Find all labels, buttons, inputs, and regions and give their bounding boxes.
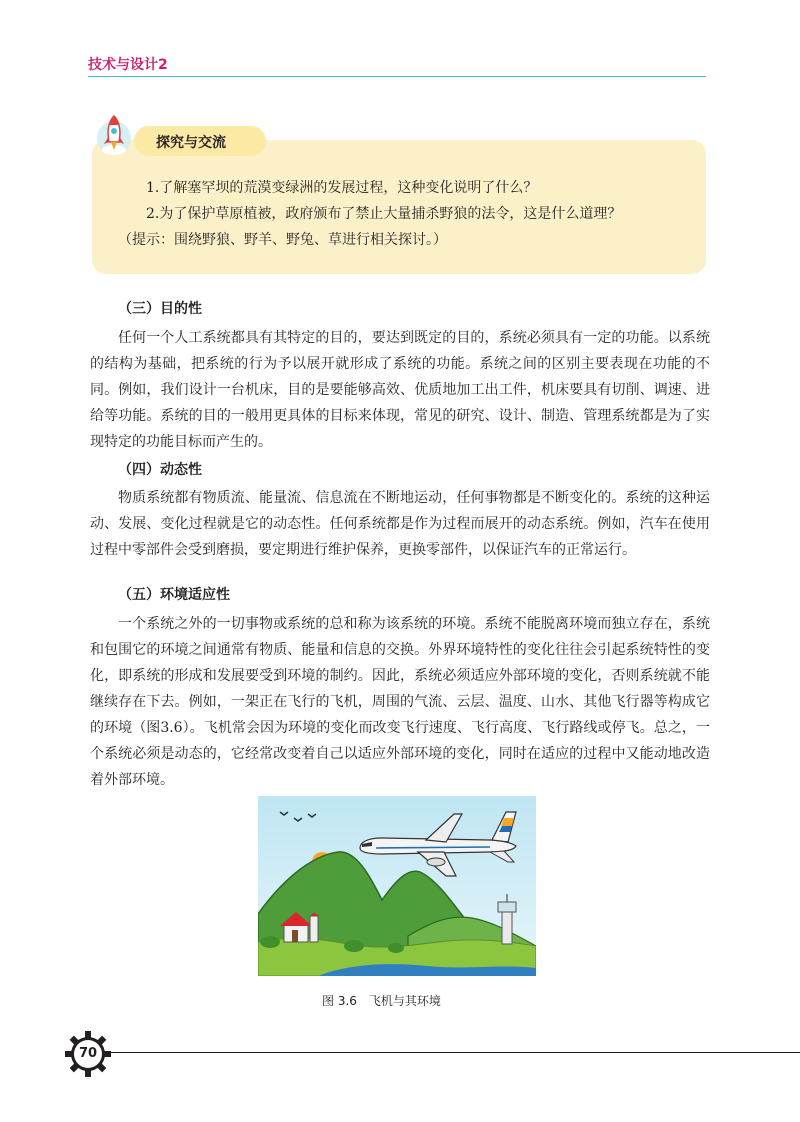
explore-hint: （提示：围绕野狼、野羊、野兔、草进行相关探讨。） xyxy=(118,232,447,248)
silo xyxy=(310,916,318,942)
section-heading-purpose: （三）目的性 xyxy=(118,301,202,317)
section-paragraph-purpose: 任何一个人工系统都具有其特定的目的，要达到既定的目的，系统必须具有一定的功能。以系统的结构为基础，把系统的行为予以展开就形成了系统的功能。系统之间的区别主要表现在功能的不同。例如，我们设计一台机床，目的是要能够高效、优质地加工出工件，机床要具有切削、调速、进给等功能。系统的目的一般用更具体的目标来体现，常见的研究、设计、制造、管理系统都是为了实现特定的功能目标而产生的。 xyxy=(90,330,710,450)
section-heading-dynamic: （四）动态性 xyxy=(118,462,202,478)
explore-tab-label: 探究与交流 xyxy=(156,135,226,151)
section-paragraph-adaptability: 一个系统之外的一切事物或系统的总和称为该系统的环境。系统不能脱离环境而独立存在，系统和包围它的环境之间通常有物质、能量和信息的交换。外界环境特性的变化往往会引起系统特性的变化，即系统的形成和发展要受到环境的制约。因此，系统必须适应外部环境的变化，否则系统就不能继续存在下去。例如，一架正在飞行的飞机，周围的气流、云层、温度、山水、其他飞行器等构成它的环境（图3.6）。飞机常会因为环境的变化而改变飞行速度、飞行高度、飞行路线或停飞。总之，一个系统必须是动态的，它经常改变着自己以适应外部环境的变化，同时在适应的过程中又能动地改造着外部环境。 xyxy=(90,616,710,788)
running-header-title: 技术与设计2 xyxy=(88,57,168,73)
bush xyxy=(388,943,404,953)
explore-question-1: 1.了解塞罕坝的荒漠变绿洲的发展过程，这种变化说明了什么？ xyxy=(146,180,538,196)
figure-caption: 图 3.6 飞机与其环境 xyxy=(322,994,441,1008)
bush xyxy=(344,940,364,952)
section-paragraph-dynamic: 物质系统都有物质流、能量流、信息流在不断地运动，任何事物都是不断变化的。系统的这种运动、发展、变化过程就是它的动态性。任何系统都是作为过程而展开的动态系统。例如，汽车在使用过程中零部件会受到磨损，要定期进行维护保养，更换零部件，以保证汽车的正常运行。 xyxy=(90,490,710,558)
explore-tab xyxy=(134,126,266,156)
section-heading-adaptability: （五）环境适应性 xyxy=(118,587,230,603)
airplane-environment-illustration xyxy=(258,796,536,976)
rocket-icon xyxy=(94,112,134,156)
footer-rule xyxy=(110,1052,800,1053)
header-rule xyxy=(88,76,706,77)
bush xyxy=(260,936,280,948)
control-tower xyxy=(502,912,512,944)
explore-question-2: 2.为了保护草原植被，政府颁布了禁止大量捕杀野狼的法令，这是什么道理？ xyxy=(146,206,622,222)
page-number: 70 xyxy=(78,1046,98,1061)
